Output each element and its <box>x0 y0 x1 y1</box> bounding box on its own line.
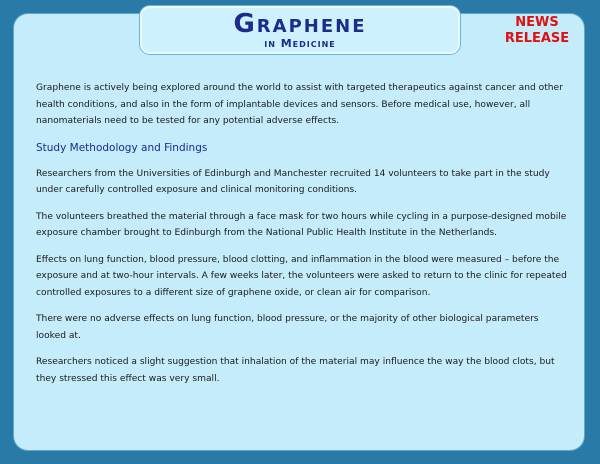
section-heading: Study Methodology and Findings <box>36 141 208 154</box>
page-subtitle: in Medicine <box>264 37 336 50</box>
article-body <box>36 80 568 397</box>
news-release-badge <box>494 15 580 47</box>
body-paragraph: Researchers noticed a slight suggestion that inhalation of the material may influence the way the blood clots, but they stressed this effect was very small. <box>36 357 555 384</box>
body-paragraph: There were no adverse effects on lung function, blood pressure, or the majority of other biological parameters looked at. <box>36 314 539 341</box>
badge-line-news: NEWS <box>515 15 559 30</box>
body-paragraph: Effects on lung function, blood pressure, blood clotting, and inflammation in the blood were measured – before the exposure and at two-hour intervals. A few weeks later, the volunteers were asked to return to the clinic for repeated controlled exposures to a different size of graphene oxide, or clean air for comparison. <box>36 254 567 298</box>
badge-line-release: RELEASE <box>504 31 570 46</box>
body-paragraph: The volunteers breathed the material through a face mask for two hours while cycling in a purpose-designed mobile exposure chamber brought to Edinburgh from the National Public Health Institute in the Netherlands. <box>36 211 567 238</box>
page-title: Graphene <box>233 9 367 39</box>
body-paragraph: Researchers from the Universities of Edinburgh and Manchester recruited 14 volunteers to take part in the study under carefully controlled exposure and clinical monitoring conditions. <box>36 168 550 195</box>
intro-paragraph: Graphene is actively being explored around the world to assist with targeted therapeutics against cancer and other health conditions, and also in the form of implantable devices and sensors. Before medical use, however, all nanomaterials need to be tested for any potential adverse effects. <box>36 83 563 126</box>
title-banner <box>140 6 460 54</box>
